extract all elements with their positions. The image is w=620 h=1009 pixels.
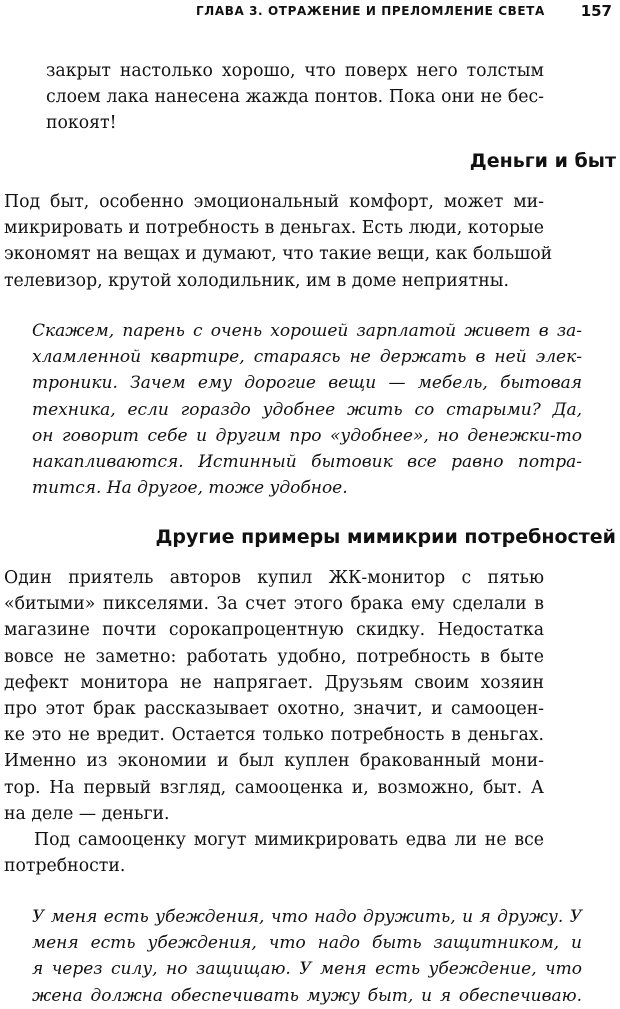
example-line: У меня есть убеждения, что надо дружить, и я дружу. У — [32, 907, 582, 927]
page-number: 157 — [580, 2, 612, 20]
section2-paragraph-2 — [0, 827, 620, 879]
text-line: закрыт настолько хорошо, что поверх него толстым — [46, 61, 544, 81]
text-line: тор. На первый взгляд, самооценка и, возможно, быт. А — [4, 777, 544, 798]
chapter-title: ГЛАВА 3. ОТРАЖЕНИЕ И ПРЕЛОМЛЕНИЕ СВЕТА — [196, 4, 545, 18]
text-line: потребности. — [4, 856, 126, 877]
example-line: троники. Зачем ему дорогие вещи — мебель, бытовая — [32, 373, 582, 394]
section2-paragraph-1 — [0, 565, 620, 827]
section1-example — [0, 318, 620, 501]
text-line: Именно из экономии и был куплен бракованный мони- — [4, 751, 544, 772]
text-line: дефект монитора не напрягает. Друзьям своим хозяин — [4, 672, 544, 693]
text-line: про этот брак рассказывает охотно, значит, и самооцен- — [4, 698, 544, 719]
text-line: Один приятель авторов купил ЖК-монитор с пятью — [4, 568, 544, 588]
section-heading-other-examples: Другие примеры мимикрии потребностей — [155, 526, 616, 548]
example-line: я через силу, но защищаю. У меня есть убеждение, что — [32, 959, 582, 980]
text-line: телевизор, крутой холодильник, им в доме неприятны. — [4, 270, 509, 291]
text-line: Под быт, особенно эмоциональный комфорт, может ми- — [4, 192, 544, 212]
section1-paragraph — [0, 189, 620, 294]
text-line: вовсе не заметно: работать удобно, потребность в быте — [4, 646, 544, 667]
intro-paragraph — [0, 58, 620, 137]
text-line: ке это не вредит. Остается только потребность в деньгах. — [4, 725, 544, 746]
section-heading-money-and-household: Деньги и быт — [469, 150, 616, 172]
example-line: хламленной квартире, стараясь не держать в ней элек- — [32, 347, 582, 368]
text-line: «битыми» пикселями. За счет этого брака ему сделали в — [4, 594, 544, 615]
example-line: техника, если гораздо удобнее жить со старыми? Да, — [32, 399, 582, 420]
text-line: микрировать и потребность в деньгах. Есть люди, которые — [4, 218, 544, 239]
text-line: экономят на вещах и думают, что такие вещи, как большой — [4, 244, 553, 265]
running-header — [0, 2, 620, 24]
example-line: Скажем, парень с очень хорошей зарплатой живет в за- — [32, 321, 582, 341]
text-line: на деле — деньги. — [4, 803, 170, 824]
text-line: магазине почти сорокапроцентную скидку. Недостатка — [4, 620, 544, 641]
example-line: накапливаются. Истинный бытовик все равно потра- — [32, 451, 582, 472]
example-line: жена должна обеспечивать мужу быт, и я обеспечиваю. — [32, 985, 582, 1006]
text-line: Под самооценку могут мимикрировать едва ли не все — [34, 830, 544, 850]
example-line: он говорит себе и другим про «удобнее», но денежки-то — [32, 425, 582, 446]
text-line: покоят! — [46, 113, 117, 134]
section2-example — [0, 904, 620, 1009]
example-line: тится. На другое, тоже удобное. — [32, 478, 348, 499]
example-line: меня есть убеждения, что надо быть защитником, и — [32, 933, 582, 954]
text-line: слоем лака нанесена жажда понтов. Пока они не бес- — [46, 87, 544, 108]
